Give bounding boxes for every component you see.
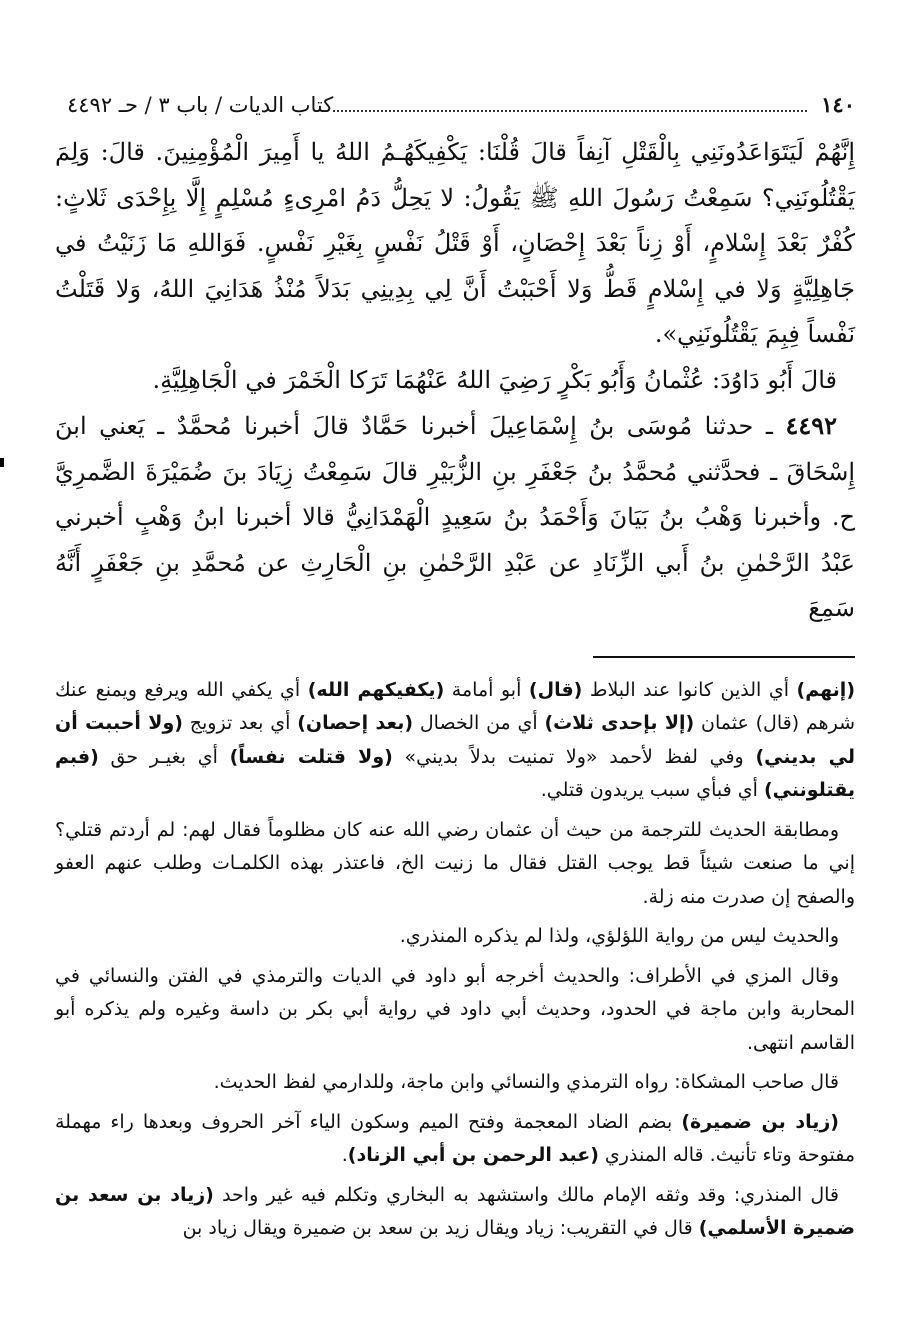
commentary-paragraph-4: وقال المزي في الأطراف: والحديث أخرجه أبو داود في الديات والترمذي في الفتن والنسائي في المحاربة وابن ماجة في الحدود، وحديث أبي داود في رواية أبي بكر بن داسة وغيره ولم يذكره أبو القاسم انتهى. — [55, 964, 855, 1054]
book-page — [55, 80, 855, 1252]
margin-mark — [0, 458, 4, 467]
lemma: (ولا أحببت أن لي بديني) — [55, 712, 855, 768]
commentary-paragraph-1 — [55, 674, 855, 808]
commentary-paragraph-7 — [55, 1179, 855, 1246]
gloss: أي بغيـر حق — [98, 745, 230, 768]
commentary-paragraph-2: ومطابقة الحديث للترجمة من حيث أن عثمان رضي الله عنه كان مظلوماً فقال لهم: لم أردتم قتلي؟ إني ما صنعت شيئاً قط يوجب القتل فقال ما زنيت الخ، فاعتذر بهذه الكلمـات وطلب عنهم العفو والصفح إن صدرت منه زلة. — [55, 818, 855, 908]
commentary-paragraph-5: قال صاحب المشكاة: رواه الترمذي والنسائي وابن ماجة، وللدارمي لفظ الحديث. — [213, 1071, 839, 1093]
hadith-paragraph-3 — [55, 403, 855, 632]
hadith-paragraph-1: إِنَّهُمْ لَيَتَوَاعَدُونَنِي بِالْقَتْلِ آنِفاً قالَ قُلْنَا: يَكْفِيكَهُـمُ اللهُ يا أَمِيرَ الْمُؤْمِنِينَ. قالَ: وَلِمَ يَقْتُلُونَنِي؟ سَمِعْتُ رَسُولَ اللهِ ﷺ يَقُولُ: لا يَحِلُّ دَمُ امْرِىءٍ مُسْلِمٍ إِلَّا بِإِحْدَى ثَلاثٍ: كُفْرٌ بَعْدَ إِسْلامٍ، أَوْ زِناً بَعْدَ إِحْصَانٍ، أَوْ قَتْلُ نَفْسٍ بِغَيْرِ نَفْسٍ. فَوَاللهِ مَا زَنَيْتُ في جَاهِلِيَّةٍ وَلا في إِسْلامٍ قَطُّ وَلا أَحْبَبْتُ أَنَّ لِي بِدِينِي بَدَلاً مُنْذُ هَدَانِيَ اللهُ، وَلا قَتَلْتُ نَفْساً فِبِمَ يَقْتُلُونَنِي». — [55, 138, 855, 348]
lemma: (ولا قتلت نفساً) — [229, 745, 393, 768]
hadith-text — [55, 130, 855, 632]
header-dotted-leader — [333, 110, 807, 112]
gloss: أي فبأي سبب يريدون قتلي. — [540, 779, 764, 801]
page-number: ١٤٠ — [821, 92, 855, 117]
commentary-paragraph-3: والحديث ليس من رواية اللؤلؤي، ولذا لم يذكره المنذري. — [399, 925, 839, 947]
hadith-number: ٤٤٩٢ — [785, 411, 837, 440]
gloss: قال في التقريب: زياد ويقال زيد بن سعد بن ضميرة ويقال زياد بن — [182, 1217, 699, 1239]
lemma: (عبد الرحمن بن أبي الزناد) — [347, 1144, 599, 1166]
lemma: (قال) — [528, 678, 583, 701]
gloss: أي يكفي الله ويرفع ويمنع عنك شرهم (قال) عثمان — [55, 678, 855, 734]
commentary — [55, 674, 855, 1246]
gloss: أبو أمامة — [444, 678, 529, 701]
page-header — [55, 80, 855, 120]
running-title: كتاب الديات / باب ٣ / حـ ٤٤٩٢ — [67, 93, 334, 117]
gloss: أي بعد تزويج — [182, 712, 298, 734]
abu-dawud-comment: قالَ أَبُو دَاوُدَ: عُثْمانُ وَأَبُو بَكْرٍ رَضِيَ اللهُ عَنْهُمَا تَرَكا الْخَمْرَ في الْجَاهِلِيَّةِ. — [152, 365, 837, 394]
lemma: (إنهم) — [796, 678, 856, 701]
gloss: قال المنذري: وقد وثقه الإمام مالك واستشهد به البخاري وتكلم فيه غير واحد — [213, 1183, 839, 1206]
gloss: أي من الخصال — [413, 712, 545, 734]
lemma: (زياد بن سعد بن ضميرة الأسلمي) — [55, 1183, 855, 1239]
lemma: (بعد إحصان) — [297, 712, 414, 734]
footnote-separator — [593, 656, 855, 658]
lemma: (إلا بإحدى ثلاث) — [544, 712, 695, 734]
gloss: . — [341, 1144, 348, 1166]
commentary-paragraph-6 — [55, 1106, 855, 1173]
hadith-isnad: ـ حدثنا مُوسَى بنُ إِسْمَاعِيلَ أخبرنا حَمَّادٌ قالَ أخبرنا مُحمَّدٌ ـ يَعني ابنَ إِسْحَاقَ ـ فحدَّثني مُحمَّدُ بنُ جَعْفَرِ بنِ الزُّبَيْرِ قالَ سَمِعْتُ زِيَادَ بنَ ضُمَيْرَةَ الضَّمرِيَّ ح. وأخبرنا وَهْبُ بنُ بَيَانَ وَأَحْمَدُ بنُ سَعِيدٍ الْهَمْدَانِيُّ قالا أخبرنا ابنُ وَهْبٍ أخبرني عَبْدُ الرَّحْمٰنِ بنُ أَبي الزِّنَادِ عن عَبْدِ الرَّحْمٰنِ بنِ الْحَارِثِ عن مُحمَّدِ بنِ جَعْفَرٍ أَنَّهُ سَمِعَ — [55, 412, 856, 622]
lemma: (فبم يقتلونني) — [55, 745, 855, 801]
gloss: وفي لفظ لأحمد «ولا تمنيت بدلاً بديني» — [392, 745, 756, 768]
lemma: (يكفيكهم الله) — [307, 678, 445, 701]
gloss: بضم الضاد المعجمة وفتح الميم وسكون الياء آخر الحروف وبعدها راء مهملة مفتوحة وتاء تأنيث. قاله المنذري — [55, 1110, 855, 1166]
gloss: أي الذين كانوا عند البلاط — [582, 678, 797, 701]
lemma: (زياد بن ضميرة) — [681, 1110, 839, 1133]
